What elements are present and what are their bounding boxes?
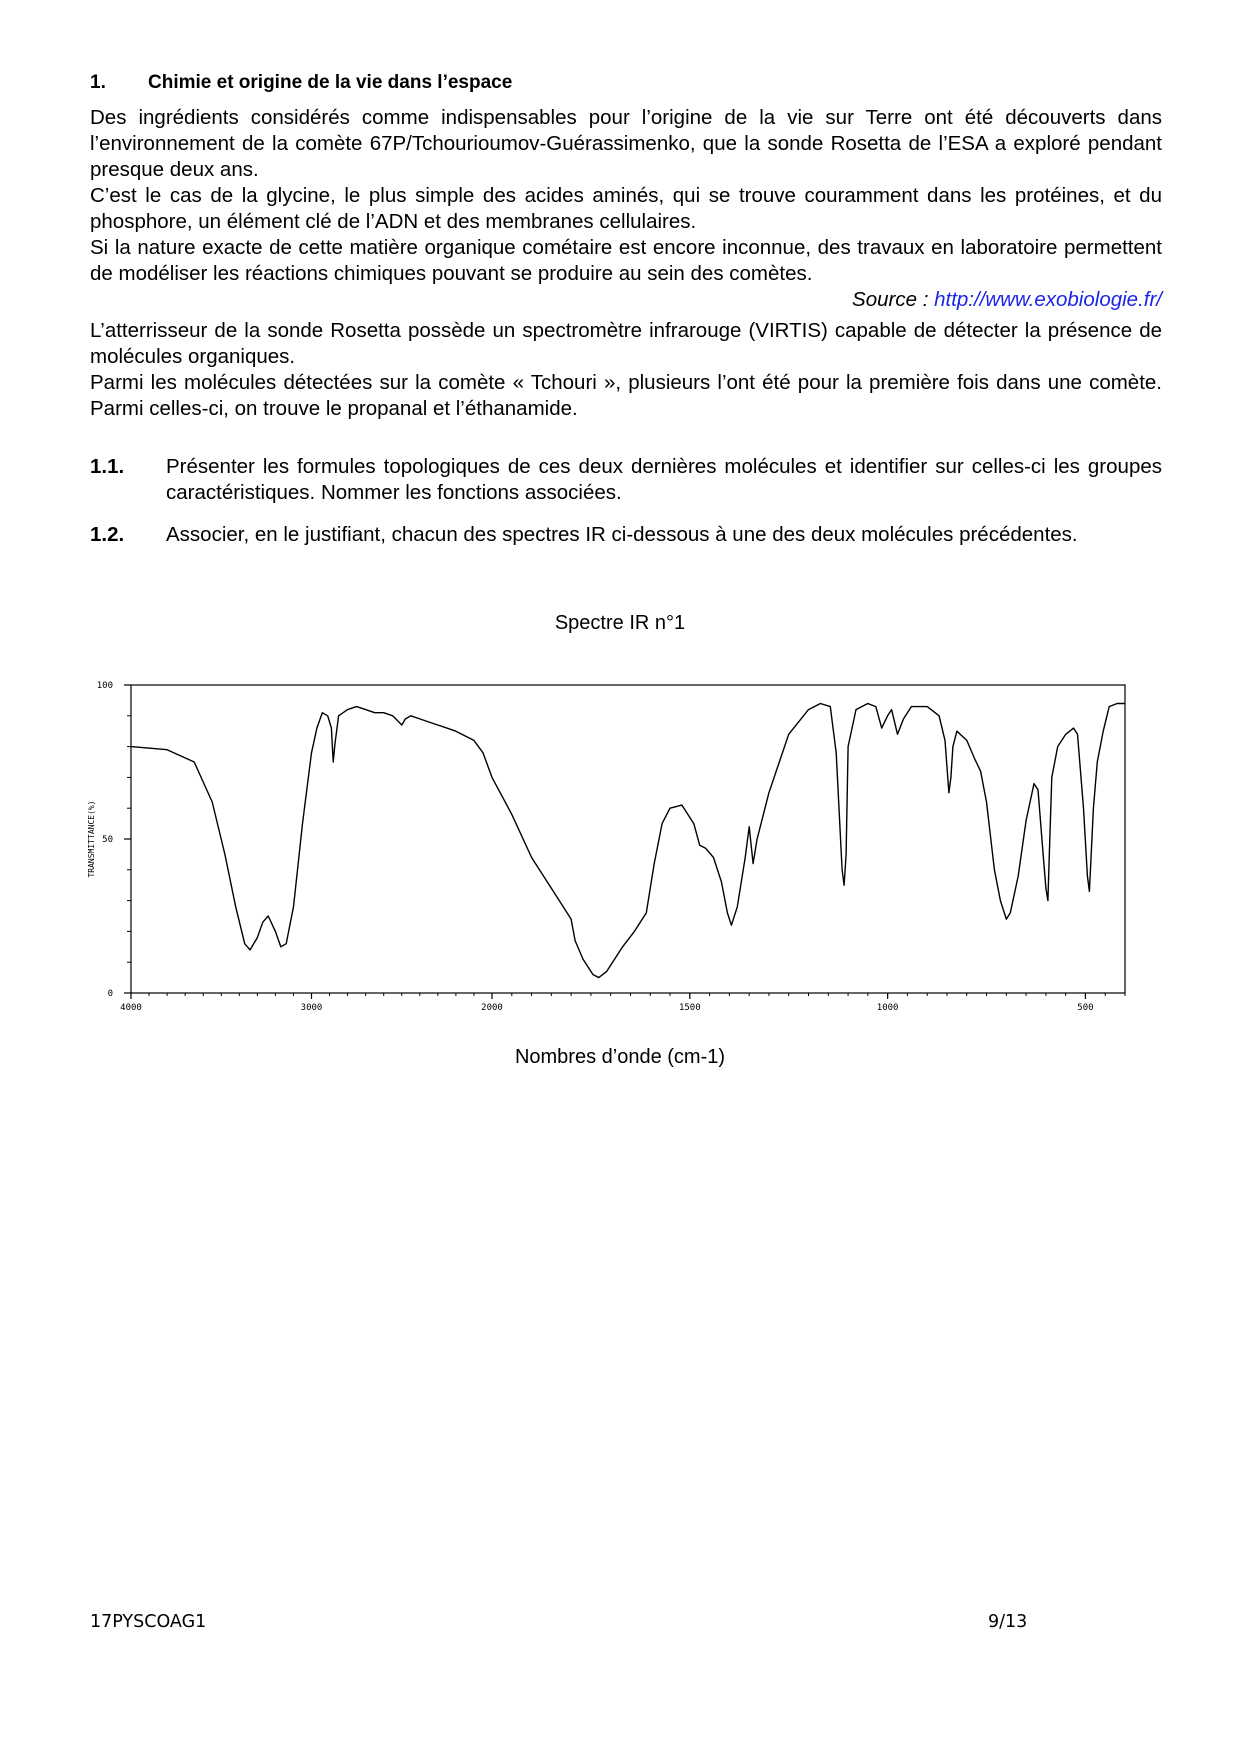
x-tick-label: 1500 — [678, 1003, 701, 1013]
ir-spectrum-chart — [70, 665, 1130, 1035]
x-tick-label: 3000 — [300, 1003, 323, 1013]
section-title: Chimie et origine de la vie dans l’espace — [148, 72, 513, 93]
question-1-2 — [90, 522, 1162, 548]
question-text: Présenter les formules topologiques de ces deux dernières molécules et identifier sur celles-ci les groupes caractéristiques. Nommer les fonctions associées. — [166, 455, 1162, 504]
x-tick-label: 4000 — [120, 1003, 142, 1013]
y-tick-label: 100 — [96, 681, 113, 691]
intro-paragraph-2: C’est le cas de la glycine, le plus simple des acides aminés, qui se trouve couramment dans les protéines, et du phosphore, un élément clé de l’ADN et des membranes cellulaires. — [90, 184, 1162, 233]
chart-title: Spectre IR n°1 — [554, 612, 686, 634]
y-tick-label: 50 — [102, 835, 113, 845]
intro-paragraph-3: Si la nature exacte de cette matière organique cométaire est encore inconnue, des travaux en laboratoire permettent de modéliser les réactions chimiques pouvant se produire au sein des comètes. — [90, 236, 1162, 285]
chart-x-axis-label: Nombres d’onde (cm-1) — [514, 1046, 726, 1068]
section-number: 1. — [90, 72, 106, 93]
question-text: Associer, en le justifiant, chacun des spectres IR ci-dessous à une des deux molécules précédentes. — [166, 523, 1078, 546]
x-tick-label: 1000 — [876, 1003, 899, 1013]
x-tick-label: 2000 — [481, 1003, 503, 1013]
intro-paragraph-1: Des ingrédients considérés comme indispensables pour l’origine de la vie sur Terre ont été découverts dans l’environnement de la comète 67P/Tchourioumov-Guérassimenko, que la sonde Rosetta de l’ESA a exploré pendant presque deux ans. — [90, 106, 1162, 181]
section-heading — [90, 72, 512, 94]
footer-code: 17PYSCOAG1 — [90, 1612, 207, 1632]
context-block — [90, 318, 1162, 422]
question-number: 1.1. — [90, 455, 125, 478]
question-1-1 — [90, 454, 1162, 506]
y-tick-label: 0 — [107, 989, 113, 999]
x-tick-label: 500 — [1077, 1003, 1094, 1013]
spectrum-line — [131, 704, 1125, 978]
source-link[interactable]: http://www.exobiologie.fr/ — [934, 288, 1162, 311]
context-paragraph-1: L’atterrisseur de la sonde Rosetta possède un spectromètre infrarouge (VIRTIS) capable de détecter la présence de molécules organiques. — [90, 319, 1162, 368]
question-number: 1.2. — [90, 523, 125, 546]
y-axis-label: TRANSMITTANCE(%) — [87, 800, 96, 878]
source-line — [90, 287, 1162, 313]
footer-page-number: 9/13 — [988, 1612, 1028, 1632]
source-label: Source : — [852, 288, 935, 311]
intro-block — [90, 105, 1162, 313]
context-paragraph-2: Parmi les molécules détectées sur la comète « Tchouri », plusieurs l’ont été pour la première fois dans une comète. Parmi celles-ci, on trouve le propanal et l’éthanamide. — [90, 371, 1162, 420]
